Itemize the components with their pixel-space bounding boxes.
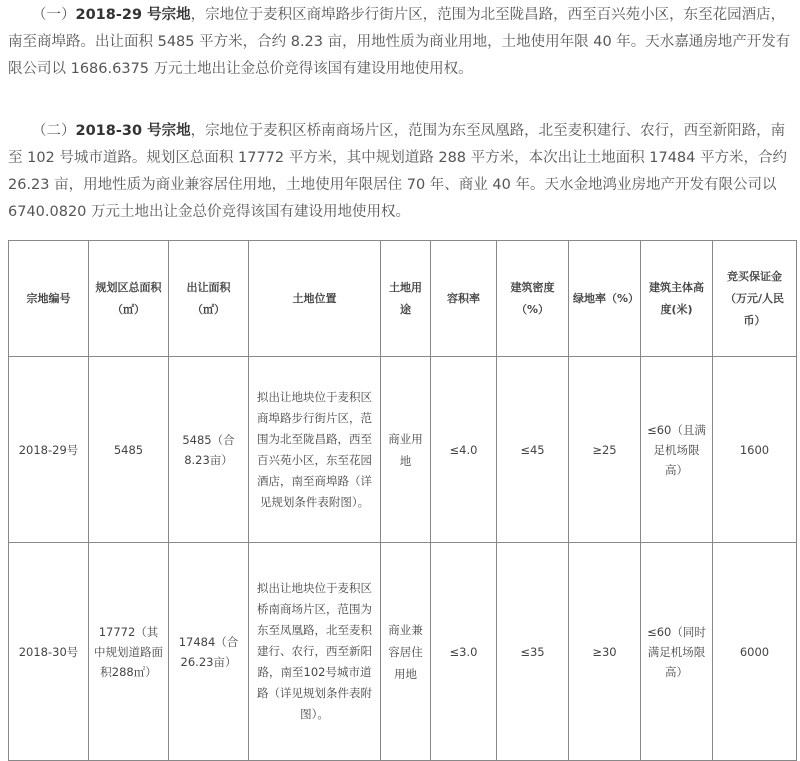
header-green: 绿地率（%） <box>569 241 641 357</box>
lot-title: 2018-29 号宗地 <box>75 7 191 23</box>
cell-density: ≤45 <box>497 357 569 543</box>
paragraph-body: ，宗地位于麦积区商埠路步行街片区，范围为北至陇昌路，西至百兴苑小区，东至花园酒店，南至商埠路。出让面积 5485 平方米，合约 8.23 亩，用地性质为商业用地，土地使用年限 40 年。天水嘉通房地产开发有限公司以 1686.6375 万元土地出让金总价竞得该国有建设用地使用权。 <box>8 7 791 77</box>
cell-lot-no: 2018-30号 <box>9 543 89 761</box>
cell-height: ≤60（同时满足机场限高） <box>641 543 713 761</box>
cell-height: ≤60（且满足机场限高） <box>641 357 713 543</box>
cell-transfer-area: 5485（合8.23亩） <box>169 357 249 543</box>
cell-density: ≤35 <box>497 543 569 761</box>
cell-transfer-area: 17484（合26.23亩） <box>169 543 249 761</box>
paragraph-lot-29 <box>8 2 798 83</box>
cell-deposit: 6000 <box>713 543 797 761</box>
cell-far: ≤4.0 <box>431 357 497 543</box>
cell-lot-no: 2018-29号 <box>9 357 89 543</box>
cell-green: ≥30 <box>569 543 641 761</box>
cell-location: 拟出让地块位于麦积区商埠路步行街片区，范围为北至陇昌路，西至百兴苑小区，东至花园酒店，南至商埠路（详见规划条件表附图）。 <box>249 357 381 543</box>
table-row <box>9 543 797 761</box>
lot-title: 2018-30 号宗地 <box>75 123 191 139</box>
cell-far: ≤3.0 <box>431 543 497 761</box>
paragraph-body: ，宗地位于麦积区桥南商场片区，范围为东至凤凰路，北至麦积建行、农行，西至新阳路，南至 102 号城市道路。规划区总面积 17772 平方米，其中规划道路 288 平方米，本次出让土地面积 17484 平方米，合约26.23 亩，用地性质为商业兼容居住用地，土地使用年限居住 70 年、商业 40 年。天水金地鸿业房地产开发有限公司以6740.0820 万元土地出让金总价竞得该国有建设用地使用权。 <box>8 123 787 220</box>
header-plan-area: 规划区总面积（㎡） <box>89 241 169 357</box>
header-land-use: 土地用途 <box>381 241 431 357</box>
header-deposit: 竞买保证金（万元/人民币） <box>713 241 797 357</box>
paragraph-prefix: （二） <box>32 123 76 139</box>
header-far: 容积率 <box>431 241 497 357</box>
header-lot-no: 宗地编号 <box>9 241 89 357</box>
table-row <box>9 357 797 543</box>
table-header-row <box>9 241 797 357</box>
header-transfer-area: 出让面积（㎡） <box>169 241 249 357</box>
cell-deposit: 1600 <box>713 357 797 543</box>
cell-location: 拟出让地块位于麦积区桥南商场片区，范围为东至凤凰路，北至麦积建行、农行，西至新阳路，南至102号城市道路（详见规划条件表附图）。 <box>249 543 381 761</box>
header-density: 建筑密度（%） <box>497 241 569 357</box>
cell-plan-area: 17772（其中规划道路面积288㎡） <box>89 543 169 761</box>
land-table <box>8 240 797 761</box>
cell-plan-area: 5485 <box>89 357 169 543</box>
header-height: 建筑主体高度(米) <box>641 241 713 357</box>
cell-land-use: 商业兼容居住用地 <box>381 543 431 761</box>
cell-land-use: 商业用地 <box>381 357 431 543</box>
cell-green: ≥25 <box>569 357 641 543</box>
paragraph-lot-30 <box>8 118 798 226</box>
header-location: 土地位置 <box>249 241 381 357</box>
paragraph-prefix: （一） <box>32 7 76 23</box>
